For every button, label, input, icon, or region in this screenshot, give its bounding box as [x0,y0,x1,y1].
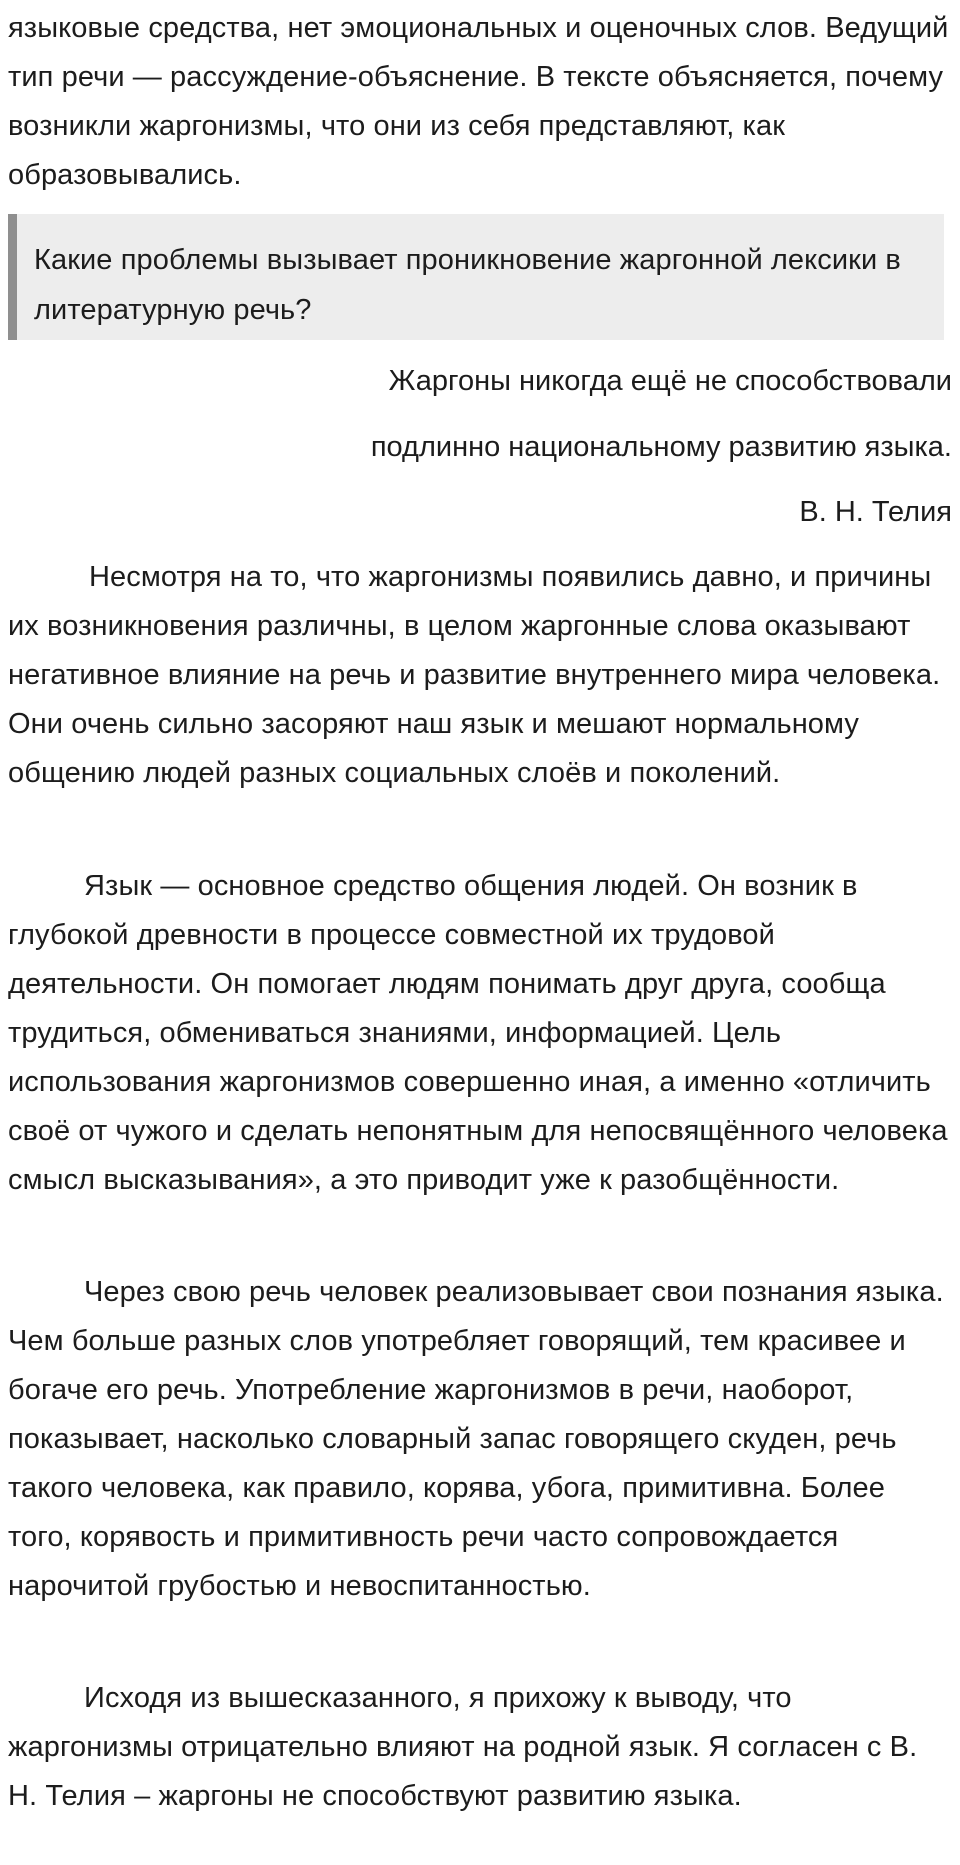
body-paragraph-1: Несмотря на то, что жаргонизмы появились давно, и причины их возникновения различны, в целом жаргонные слова оказывают негативное влияние на речь и развитие внутреннего мира человека. Они очень сильно засоряют наш язык и мешают нормальному общению людей разных социальных слоёв и поколений. [8,561,941,789]
body-paragraph-2: Язык — основное средство общения людей. Он возник в глубокой древности в процессе совместной их трудовой деятельности. Он помогает людям понимать друг друга, сообща трудиться, обмениваться знаниями, информацией. Цель использования жаргонизмов совершенно иная, а именно «отличить своё от чужого и сделать непонятным для непосвящённого человека смысл высказывания», а это приводит уже к разобщённости. [8,870,948,1196]
epigraph-author: В. Н. Телия [799,496,952,528]
question-callout [8,214,944,340]
body-paragraph-3: Через свою речь человек реализовывает свои познания языка. Чем больше разных слов употребляет говорящий, тем красивее и богаче его речь. Употребление жаргонизмов в речи, наоборот, показывает, насколько словарный запас говорящего скуден, речь такого человека, как правило, корява, убога, примитивна. Более того, корявость и примитивность речи часто сопровождается нарочитой грубостью и невоспитанностью. [8,1276,944,1602]
intro-paragraph: языковые средства, нет эмоциональных и оценочных слов. Ведущий тип речи — рассуждение-объяснение. В тексте объясняется, почему возникли жаргонизмы, что они из себя представляют, как образовывались. [8,12,949,191]
body-paragraph-4: Исходя из вышесказанного, я прихожу к выводу, что жаргонизмы отрицательно влияют на родной язык. Я согласен с В. Н. Телия – жаргоны не способствуют развитию языка. [8,1682,918,1812]
callout-question: Какие проблемы вызывает проникновение жаргонной лексики в литературную речь? [34,244,901,326]
epigraph-line-1: Жаргоны никогда ещё не способствовали [388,365,952,397]
document-page [8,0,956,200]
epigraph-line-2: подлинно национальному развитию языка. [370,431,952,463]
